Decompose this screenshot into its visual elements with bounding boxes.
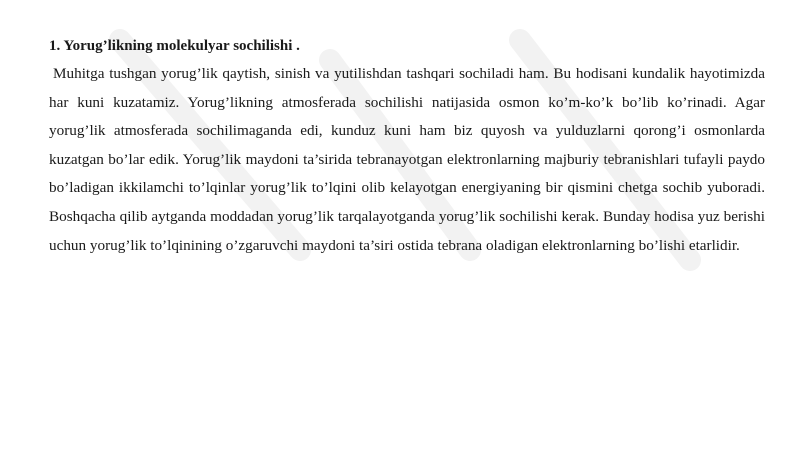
section-title: 1. Yorug’likning molekulyar sochilishi . <box>49 38 300 54</box>
body-paragraph: Muhitga tushgan yorug’lik qaytish, sinish va yutilishdan tashqari sochiladi ham. Bu hodisani kundalik hayotimizda har kuni kuzatamiz. Yorug’likning atmosferada sochilishi natijasida osmon ko’m-ko’k bo’lib ko’rinadi. Agar yorug’lik atmosferada sochilimaganda edi, kunduz kuni ham biz quyosh va yulduzlarni qorong’i osmonlarda kuzatgan bo’lar edik. Yorug’lik maydoni ta’sirida tebranayotgan elektronlarning majburiy tebranishlari tufayli paydo bo’ladigan ikkilamchi to’lqinlar yorug’lik to’lqini olib kelayotgan energiyaning bir qismini chetga sochib yuboradi. Boshqacha qilib aytganda moddadan yorug’lik tarqalayotganda yorug’lik sochilishi kerak. Bunday hodisa yuz berishi uchun yorug’lik to’lqinining o’zgaruvchi maydoni ta’siri ostida tebrana oladigan elektronlarning bo’lishi etarlidir. <box>49 65 765 254</box>
document-content <box>49 36 765 260</box>
